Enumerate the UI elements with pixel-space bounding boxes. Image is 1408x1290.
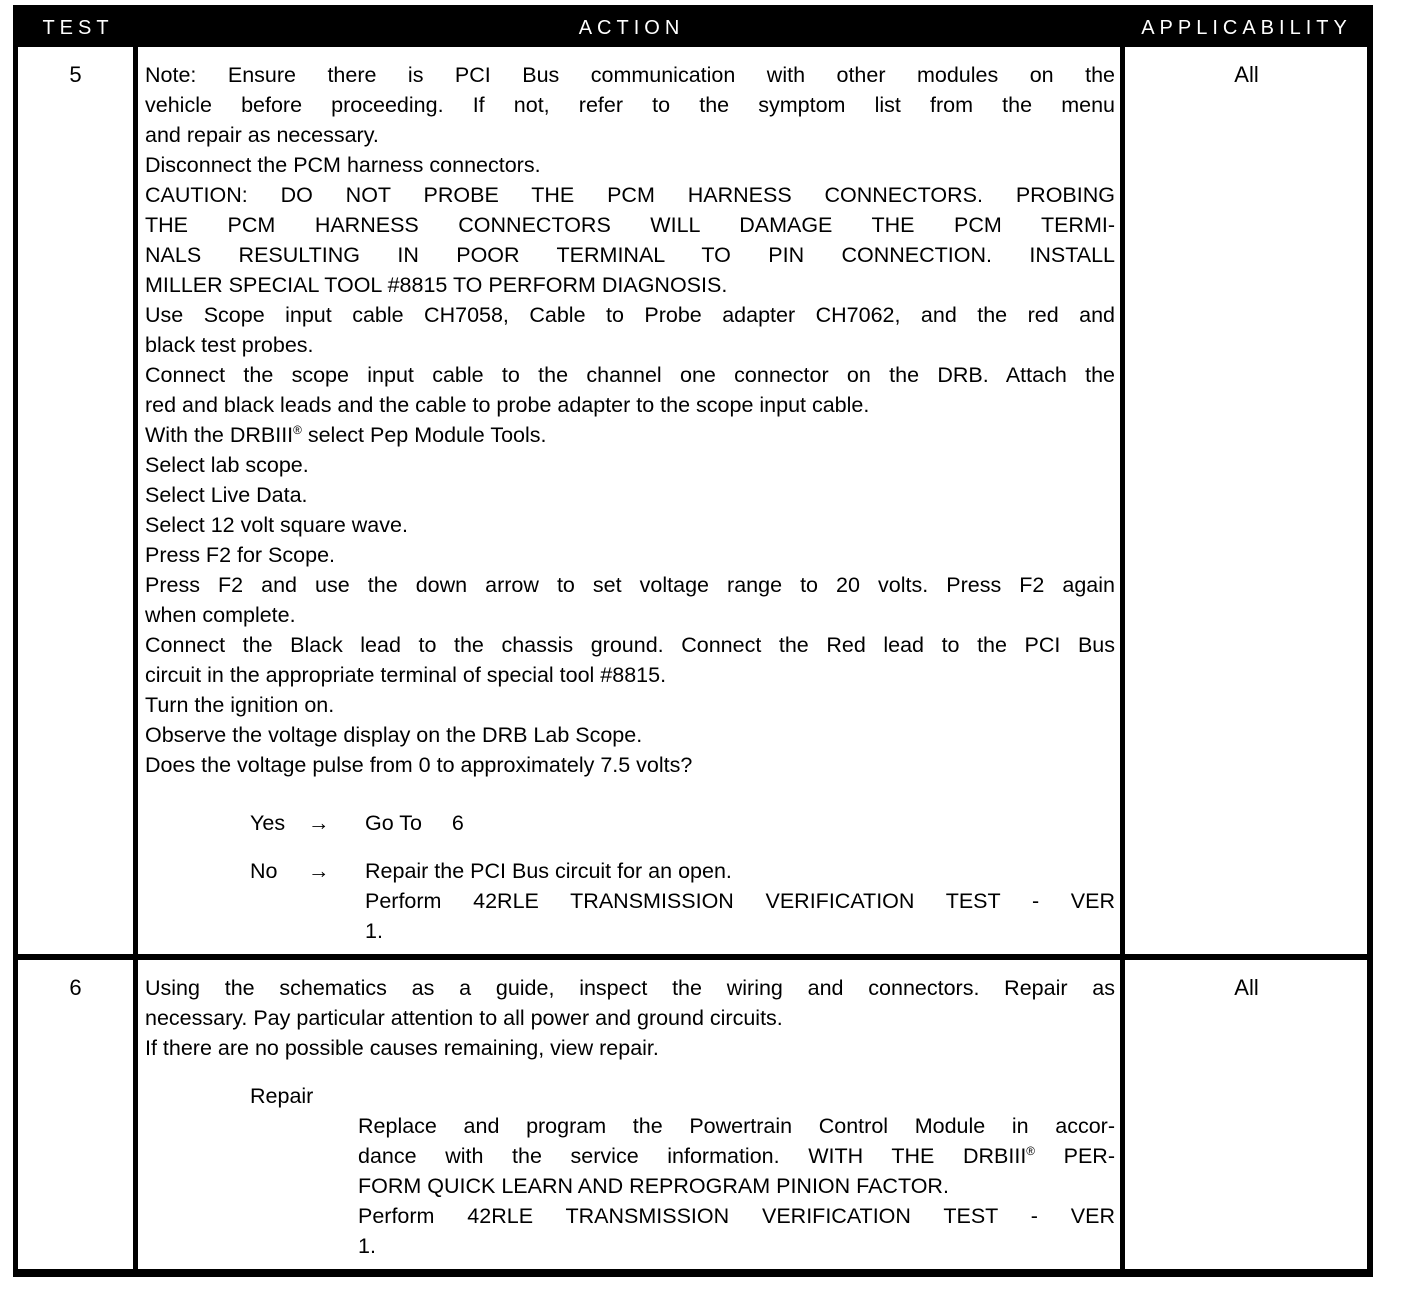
header-cell-test: TEST [42, 16, 114, 39]
action-line: and repair as necessary. [145, 123, 379, 147]
paragraph [145, 150, 1115, 180]
paragraph [145, 720, 1115, 750]
paragraph [145, 60, 1115, 150]
action-line: Connect the scope input cable to the channel one connector on the DRB. Attach the [145, 363, 1115, 387]
action-line: CAUTION: DO NOT PROBE THE PCM HARNESS CONNECTORS. PROBING [145, 183, 1115, 207]
action-line: Turn the ignition on. [145, 693, 335, 717]
paragraph [145, 300, 1115, 360]
action-line: FORM QUICK LEARN AND REPROGRAM PINION FACTOR. [358, 1174, 949, 1198]
paragraph [145, 360, 1115, 420]
action-line: Note: Ensure there is PCI Bus communication with other modules on the [145, 63, 1115, 87]
paragraph [145, 973, 1115, 1033]
answer-no [145, 856, 1115, 946]
verdict-label: Yes [250, 811, 286, 835]
header-cell-action: ACTION [578, 16, 685, 39]
diagnostic-table [13, 5, 1373, 1277]
action-line: If there are no possible causes remaining, view repair. [145, 1036, 659, 1060]
action-line: dance with the service information. WITH THE DRBIII® PER- [358, 1143, 1115, 1168]
action-line: Replace and program the Powertrain Control Module in accor- [358, 1114, 1115, 1138]
paragraph [145, 750, 1115, 780]
table-row-test-5 [18, 47, 1367, 954]
paragraph [145, 540, 1115, 570]
action-line: Using the schematics as a guide, inspect the wiring and connectors. Repair as [145, 976, 1115, 1000]
header-cell-applicability: APPLICABILITY [1141, 16, 1352, 39]
action-line: Perform 42RLE TRANSMISSION VERIFICATION TEST - VER [365, 889, 1115, 913]
paragraph [365, 886, 1115, 946]
action-line: Does the voltage pulse from 0 to approximately 7.5 volts? [145, 753, 693, 777]
action-line: 1. [358, 1234, 376, 1258]
action-line: Go To 6 [365, 811, 464, 835]
action-line: Connect the Black lead to the chassis ground. Connect the Red lead to the PCI Bus [145, 633, 1115, 657]
action-line: Disconnect the PCM harness connectors. [145, 153, 541, 177]
action-line: Observe the voltage display on the DRB Lab Scope. [145, 723, 643, 747]
paragraph [365, 856, 1115, 886]
repair-block [145, 1081, 1115, 1261]
action-line: Use Scope input cable CH7058, Cable to Probe adapter CH7062, and the red and [145, 303, 1115, 327]
repair-body [358, 1111, 1115, 1261]
paragraph [145, 690, 1115, 720]
action-line: when complete. [145, 603, 296, 627]
paragraph [145, 450, 1115, 480]
answer-body [365, 808, 1115, 838]
registered-trademark-mark: ® [293, 422, 302, 437]
paragraph [145, 630, 1115, 690]
paragraph [145, 180, 1115, 300]
right-arrow-icon: → [308, 859, 330, 883]
action-cell [138, 47, 1125, 954]
applicability-value: All [1234, 62, 1259, 87]
paragraph [365, 808, 1115, 838]
action-cell [138, 960, 1125, 1269]
table-row-test-6 [18, 954, 1367, 1269]
action-line: Select lab scope. [145, 453, 309, 477]
action-line: Select Live Data. [145, 483, 308, 507]
action-line: Press F2 and use the down arrow to set voltage range to 20 volts. Press F2 again [145, 573, 1115, 597]
answer-yes [145, 808, 1115, 838]
repair-label: Repair [250, 1084, 314, 1108]
action-line: 1. [365, 919, 383, 943]
paragraph [145, 1033, 1115, 1063]
paragraph [145, 480, 1115, 510]
action-line: Repair the PCI Bus circuit for an open. [365, 859, 732, 883]
answer-body [365, 856, 1115, 946]
action-line: vehicle before proceeding. If not, refer to the symptom list from the menu [145, 93, 1115, 117]
paragraph [358, 1201, 1115, 1261]
action-line: Press F2 for Scope. [145, 543, 335, 567]
action-line: red and black leads and the cable to probe adapter to the scope input cable. [145, 393, 870, 417]
action-content [145, 973, 1115, 1261]
verdict-label: No [250, 859, 278, 883]
action-line: necessary. Pay particular attention to all power and ground circuits. [145, 1006, 783, 1030]
registered-trademark-mark: ® [1026, 1143, 1036, 1158]
action-line: With the DRBIII® select Pep Module Tools. [145, 422, 547, 447]
test-number: 5 [18, 47, 138, 954]
applicability-value: All [1234, 975, 1259, 1000]
action-content [145, 60, 1115, 946]
action-line: MILLER SPECIAL TOOL #8815 TO PERFORM DIAGNOSIS. [145, 273, 728, 297]
right-arrow-icon: → [308, 811, 330, 835]
test-number: 6 [18, 960, 138, 1269]
paragraph [145, 570, 1115, 630]
action-line: THE PCM HARNESS CONNECTORS WILL DAMAGE THE PCM TERMI- [145, 213, 1115, 237]
action-line: NALS RESULTING IN POOR TERMINAL TO PIN CONNECTION. INSTALL [145, 243, 1115, 267]
action-line: Select 12 volt square wave. [145, 513, 408, 537]
table-header-row [18, 9, 1367, 47]
paragraph [358, 1111, 1115, 1201]
action-line: Perform 42RLE TRANSMISSION VERIFICATION TEST - VER [358, 1204, 1115, 1228]
action-line: circuit in the appropriate terminal of special tool #8815. [145, 663, 667, 687]
paragraph [145, 420, 1115, 450]
action-line: black test probes. [145, 333, 314, 357]
paragraph [145, 510, 1115, 540]
